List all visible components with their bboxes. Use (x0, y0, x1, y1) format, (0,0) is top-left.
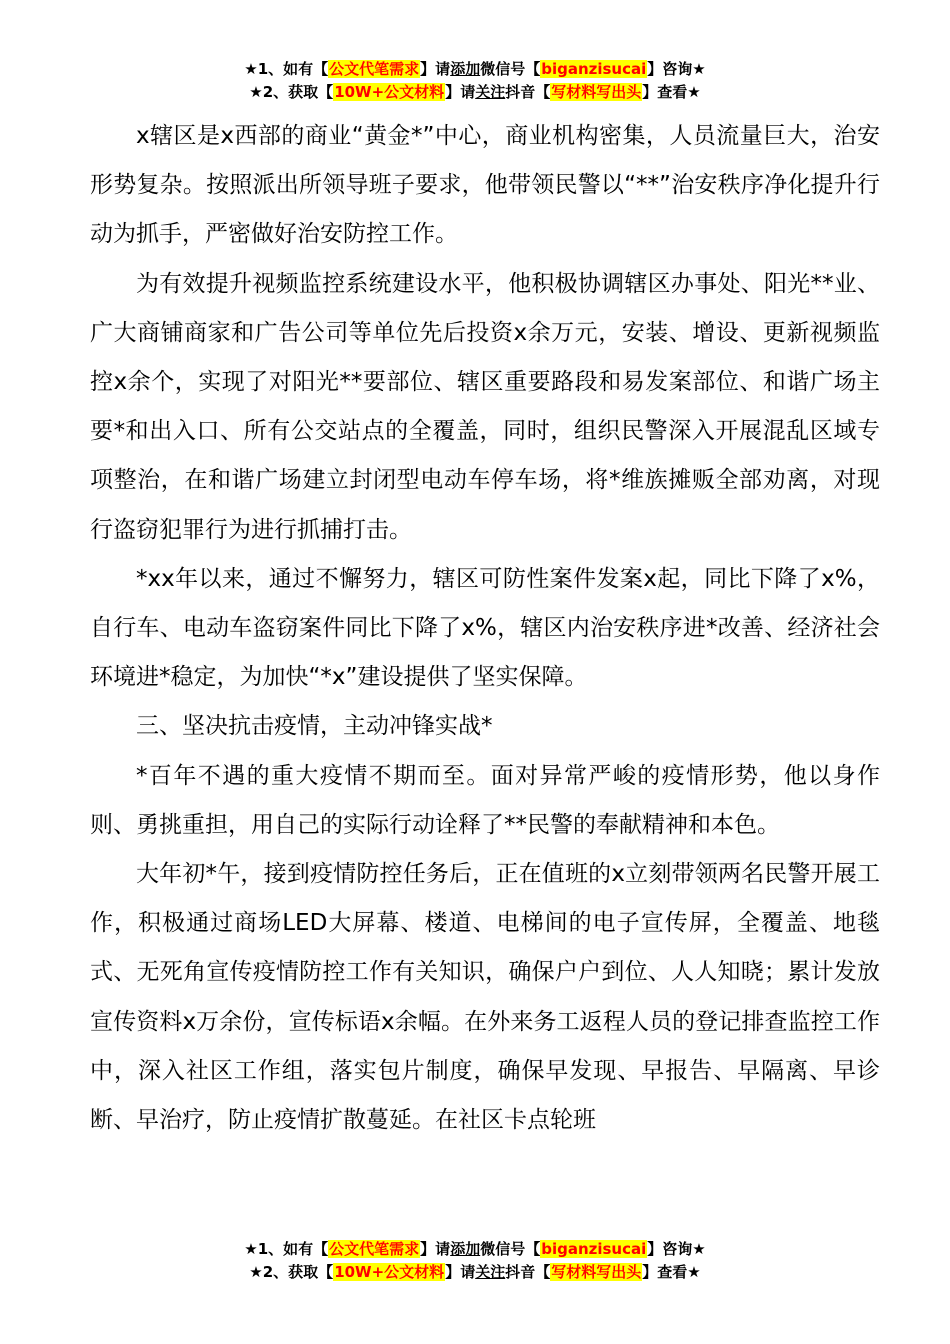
banner-text: 微信号【 (480, 1240, 541, 1258)
banner-text: 】请 (420, 60, 451, 78)
paragraph: x辖区是x西部的商业“黄金*”中心，商业机构密集，人员流量巨大，治安形势复杂。按照派出所领导班子要求，他带领民警以“**”治安秩序净化提升行动为抓手，严密做好治安防控工作。 (90, 123, 880, 248)
banner-highlight: 公文代笔需求 (329, 1240, 420, 1258)
banner-line-2 (0, 81, 950, 104)
banner-emphasis: 添加 (450, 1240, 481, 1258)
banner-text: ★1、如有【 (244, 60, 329, 78)
paragraph: *xx年以来，通过不懈努力，辖区可防性案件发案x起，同比下降了x%，自行车、电动车盗窃案件同比下降了x%，辖区内治安秩序进*改善、经济社会环境进*稳定，为加快“*x”建设提供了坚实保障。 (90, 565, 880, 691)
banner-highlight: 写材料写出头 (551, 1263, 642, 1281)
banner-emphasis: 关注 (475, 1263, 506, 1281)
banner-text: 】请 (445, 1263, 476, 1281)
banner-text: 】咨询★ (647, 60, 706, 78)
banner-text: 】查看★ (642, 1263, 701, 1281)
banner-text: 抖音【 (505, 83, 551, 101)
section-heading: 三、坚决抗击疫情，主动冲锋实战* (136, 713, 493, 740)
paragraph: 为有效提升视频监控系统建设水平，他积极协调辖区办事处、阳光**业、广大商铺商家和广告公司等单位先后投资x余万元，安装、增设、更新视频监控x余个，实现了对阳光**要部位、辖区重要路段和易发案部位、和谐广场主要*和出入口、所有公交站点的全覆盖，同时，组织民警深入开展混乱区域专项整治，在和谐广场建立封闭型电动车停车场，将*维族摊贩全部劝离，对现行盗窃犯罪行为进行抓捕打击。 (90, 270, 880, 543)
banner-highlight: 10W+公文材料 (334, 83, 445, 101)
banner-highlight: 公文代笔需求 (329, 60, 420, 78)
banner-line-1 (0, 58, 950, 81)
banner-highlight: biganzisucai (541, 60, 647, 78)
header-banner (0, 58, 950, 104)
banner-text: 微信号【 (480, 60, 541, 78)
banner-highlight: biganzisucai (541, 1240, 647, 1258)
banner-text: ★2、获取【 (249, 1263, 334, 1281)
banner-text: 】查看★ (642, 83, 701, 101)
banner-text: ★2、获取【 (249, 83, 334, 101)
banner-highlight: 10W+公文材料 (334, 1263, 445, 1281)
footer-banner (0, 1238, 950, 1284)
banner-line-1 (0, 1238, 950, 1261)
banner-text: 】咨询★ (647, 1240, 706, 1258)
banner-highlight: 写材料写出头 (551, 83, 642, 101)
banner-text: 】请 (445, 83, 476, 101)
banner-emphasis: 添加 (450, 60, 481, 78)
banner-line-2 (0, 1261, 950, 1284)
banner-text: ★1、如有【 (244, 1240, 329, 1258)
document-body (90, 112, 880, 1145)
paragraph: *百年不遇的重大疫情不期而至。面对异常严峻的疫情形势，他以身作则、勇挑重担，用自己的实际行动诠释了**民警的奉献精神和本色。 (90, 762, 880, 838)
banner-text: 抖音【 (505, 1263, 551, 1281)
banner-emphasis: 关注 (475, 83, 506, 101)
paragraph: 大年初*午，接到疫情防控任务后，正在值班的x立刻带领两名民警开展工作，积极通过商场LED大屏幕、楼道、电梯间的电子宣传屏，全覆盖、地毯式、无死角宣传疫情防控工作有关知识，确保户户到位、人人知晓；累计发放宣传资料x万余份，宣传标语x余幅。在外来务工返程人员的登记排查监控工作中，深入社区工作组，落实包片制度，确保早发现、早报告、早隔离、早诊断、早治疗，防止疫情扩散蔓延。在社区卡点轮班 (90, 861, 880, 1134)
banner-text: 】请 (420, 1240, 451, 1258)
